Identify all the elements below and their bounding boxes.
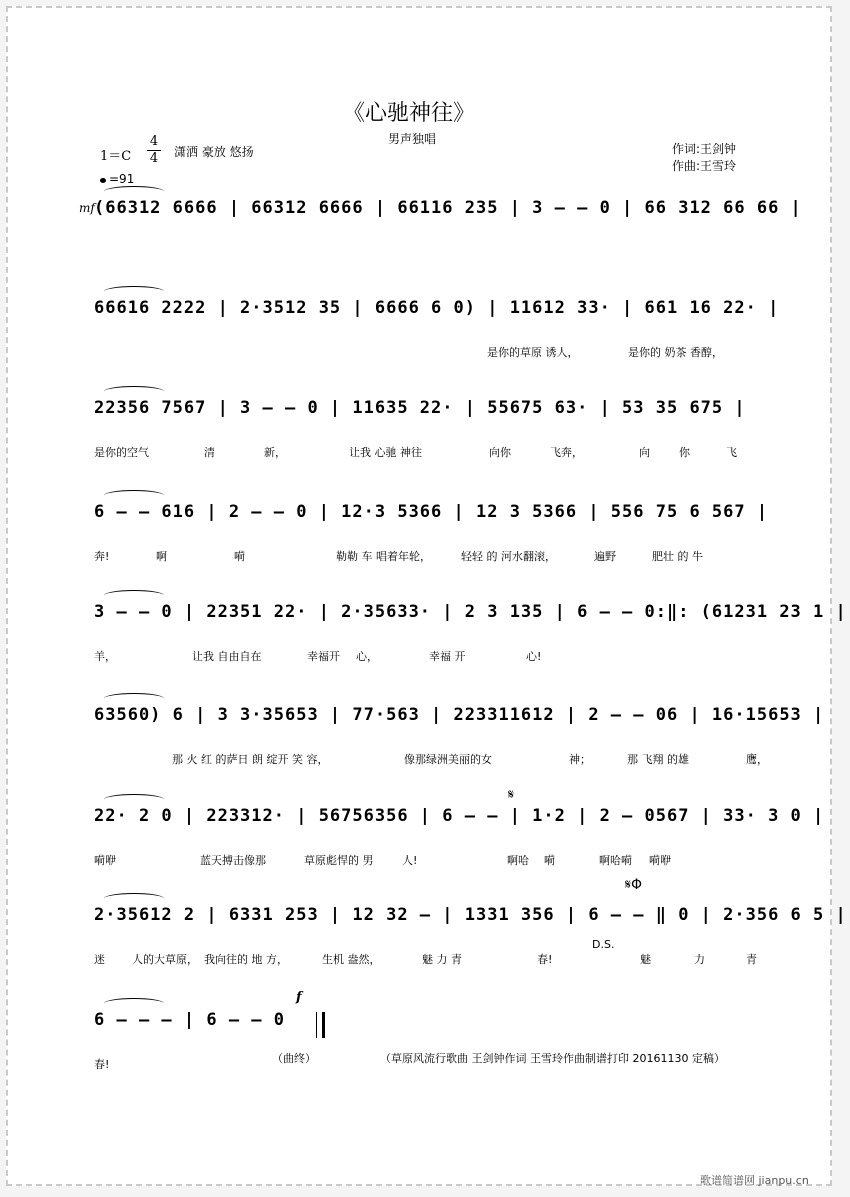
lyric-text: 春!: [94, 1058, 110, 1071]
score-row: [94, 298, 780, 359]
slur-arc: [104, 693, 164, 704]
lyric-text: 鹰，: [746, 753, 768, 766]
lyric-text: 奔!: [94, 550, 110, 563]
tempo-mark: [100, 172, 134, 186]
lyric-text: 让我 自由自在: [192, 650, 262, 663]
slur-arc: [104, 590, 164, 601]
lyric-text: 你: [679, 446, 690, 459]
lyric-text: 肥壮 的 牛: [652, 550, 703, 563]
lyric-text: 幸福开: [307, 650, 340, 663]
slur-arc: [104, 893, 164, 904]
lyric-text: 向你: [489, 446, 511, 459]
lyric-text: 是你的 奶茶 香醇，: [628, 346, 723, 359]
score-row: [94, 905, 847, 966]
time-sig-bottom: 4: [147, 150, 161, 167]
time-signature: [147, 134, 161, 167]
slur-arc: [104, 286, 164, 297]
notation-line: 66616 2222 | 2·3512 35 | 6666 6 0) | 11612 33· | 661 16 22· |: [94, 298, 780, 318]
watermark: 歌谱简谱网 jianpu.cn: [700, 1174, 809, 1187]
lyric-text: 魅: [640, 953, 651, 966]
lyric-text: 草原彪悍的 男: [304, 854, 374, 867]
composer: 作曲:王雪玲: [672, 159, 737, 173]
lyric-text: 幸福 开: [429, 650, 466, 663]
quarter-note-icon: [100, 178, 106, 183]
lyricist: 作词:王剑钟: [672, 142, 737, 156]
notation-line: 2·35612 2 | 6331 253 | 12 32 — | 1331 356 | 6 — — ‖ 0 | 2·356 6 5 |: [94, 905, 847, 925]
lyric-text: 像那绿洲美丽的女: [404, 753, 492, 766]
score-row: [94, 602, 847, 663]
segno-icon: 𝄋: [508, 787, 515, 803]
lyric-text: 飞: [726, 446, 737, 459]
lyric-text: 让我 心驰 神往: [349, 446, 422, 459]
lyric-text: 心，: [356, 650, 378, 663]
lyric-text: 迷: [94, 953, 105, 966]
lyric-text: 是你的空气: [94, 446, 149, 459]
notation-line: 22· 2 0 | 223312· | 56756356 | 6 — — | 1·2 | 2 — 0567 | 33· 3 0 |: [94, 806, 825, 826]
subtitle: 男声独唱: [388, 132, 437, 146]
slur-arc: [104, 794, 164, 805]
lyric-text: 蓝天搏击像那: [200, 854, 266, 867]
lyric-text: 是你的草原 诱人，: [487, 346, 579, 359]
lyric-text: 啊哈嗬: [599, 854, 632, 867]
slur-arc: [104, 998, 164, 1009]
final-barline: [316, 1012, 325, 1038]
lyric-text: 嗬: [234, 550, 245, 563]
lyric-text: 啊: [156, 550, 167, 563]
notation-line: (66312 6666 | 66312 6666 | 66116 235 | 3 — — 0 | 66 312 66 66 |: [94, 198, 802, 218]
lyric-text: 那 飞翔 的雄: [627, 753, 689, 766]
slur-arc: [104, 186, 164, 197]
segno-coda-icon: 𝄋Φ: [625, 877, 643, 893]
page-title: 《心驰神往》: [343, 101, 476, 126]
score-row: [94, 398, 780, 459]
lyric-text: 勒勒 车 唱着年轮，: [336, 550, 431, 563]
notation-line: 22356 7567 | 3 — — 0 | 11635 22· | 55675 63· | 53 35 675 |: [94, 398, 746, 418]
lyric-text: 神；: [569, 753, 591, 766]
lyric-text: 清: [204, 446, 215, 459]
lyric-text: 春!: [537, 953, 553, 966]
lyric-text: 新，: [264, 446, 286, 459]
notation-line: 6 — — 616 | 2 — — 0 | 12·3 5366 | 12 3 5366 | 556 75 6 567 |: [94, 502, 769, 522]
notation-line: 6 — — — | 6 — — 0: [94, 1010, 285, 1030]
lyric-text: 嗬咿: [649, 854, 671, 867]
footer-note: （草原风流行歌曲 王剑钟作词 王雪玲作曲制谱打印 20161130 定稿）: [380, 1052, 725, 1065]
lyric-text: 嗬: [544, 854, 555, 867]
lyric-text: 向: [639, 446, 650, 459]
slur-arc: [104, 490, 164, 501]
credits: [672, 141, 736, 175]
lyric-text: 青: [746, 953, 757, 966]
lyric-text: 遍野: [594, 550, 616, 563]
score-row: [94, 502, 780, 563]
ds-mark: D.S.: [592, 938, 615, 951]
lyric-text: 嗬咿: [94, 854, 116, 867]
dynamic-f: f: [296, 990, 302, 1005]
lyric-text: 生机 盎然，: [322, 953, 381, 966]
notation-line: 63560) 6 | 3 3·35653 | 77·563 | 223311612 | 2 — — 06 | 16·15653 |: [94, 705, 825, 725]
tempo-value: =91: [109, 172, 135, 186]
slur-arc: [104, 386, 164, 397]
lyric-text: 人!: [402, 854, 418, 867]
lyric-text: 人的大草原，: [132, 953, 198, 966]
score-row: [94, 705, 825, 766]
key-signature: 1＝C: [100, 149, 132, 164]
lyric-text: 魅 力 青: [422, 953, 462, 966]
score-row: [94, 806, 825, 867]
time-sig-top: 4: [149, 134, 159, 149]
score-row: [94, 198, 802, 238]
lyric-text: 那 火 红 的萨日 朗 绽开 笑 容，: [172, 753, 329, 766]
dynamic-mf: mf: [79, 201, 95, 215]
lyric-text: 羊，: [94, 650, 116, 663]
lyric-text: 轻轻 的 河水翻滚，: [461, 550, 556, 563]
lyric-text: 力: [694, 953, 705, 966]
notation-line: 3 — — 0 | 22351 22· | 2·35633· | 2 3 135 | 6 — — 0:‖: (61231 23 1 |: [94, 602, 847, 622]
lyric-text: 飞奔，: [550, 446, 583, 459]
lyric-text: 心!: [526, 650, 542, 663]
lyric-text: 啊哈: [507, 854, 529, 867]
expression-marks: 潇洒 豪放 悠扬: [174, 145, 254, 159]
lyric-text: 我向往的 地 方，: [204, 953, 288, 966]
end-label: （曲终）: [272, 1052, 316, 1065]
